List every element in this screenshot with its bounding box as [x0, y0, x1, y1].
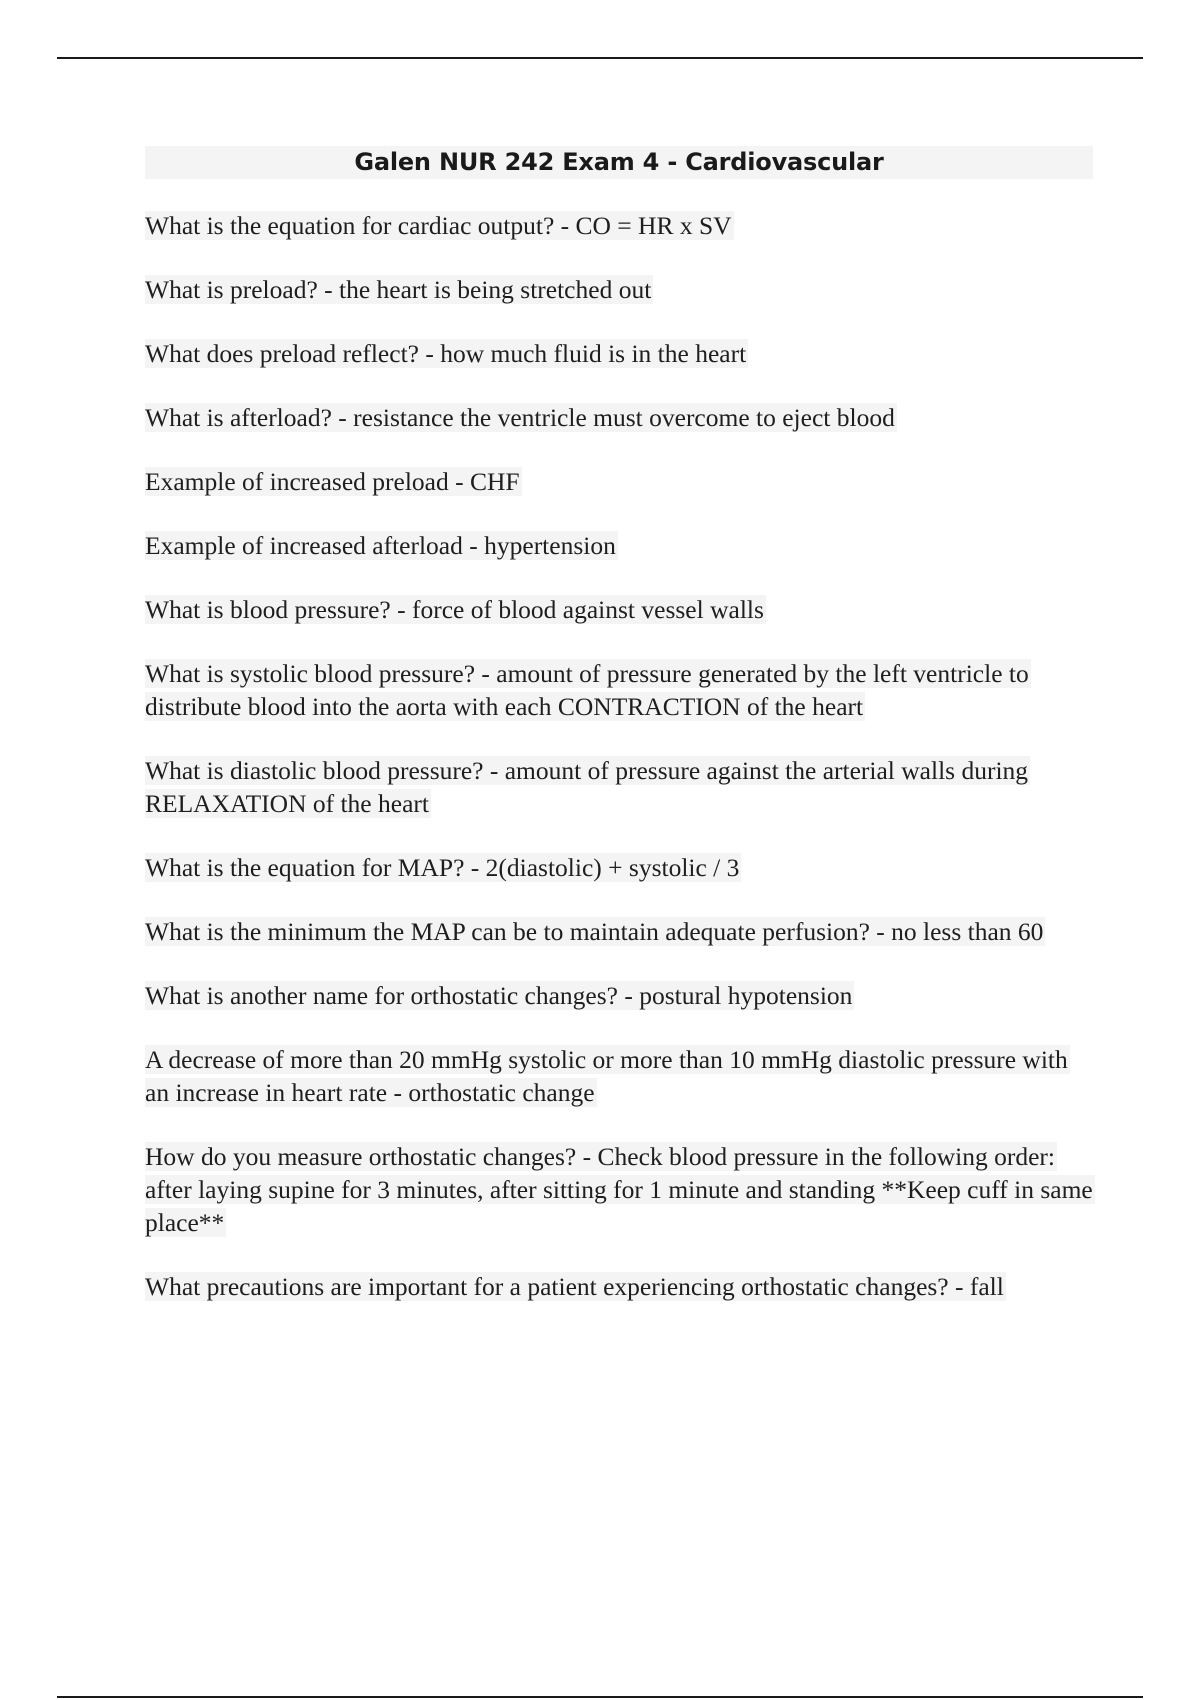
qa-item: [145, 401, 1093, 434]
qa-item: [145, 209, 1093, 242]
qa-text: Example of increased preload - CHF: [145, 467, 520, 496]
qa-text: What is another name for orthostatic changes? - postural hypotension: [145, 981, 853, 1010]
qa-item: [145, 979, 1093, 1012]
top-rule: [57, 57, 1143, 59]
qa-item: [145, 465, 1093, 498]
qa-item: [145, 754, 1093, 820]
qa-item: [145, 337, 1093, 370]
qa-item: [145, 273, 1093, 306]
qa-text: What is preload? - the heart is being stretched out: [145, 275, 652, 304]
qa-text: What is systolic blood pressure? - amount of pressure generated by the left ventricle to distribute blood into the aorta with each CONTRACTION of the heart: [145, 659, 1029, 721]
qa-text: How do you measure orthostatic changes? - Check blood pressure in the following order: after laying supine for 3 minutes, after sitting for 1 minute and standing **Keep cuff in same place**: [145, 1142, 1093, 1237]
qa-text: What is diastolic blood pressure? - amount of pressure against the arterial walls during RELAXATION of the heart: [145, 756, 1029, 818]
document-body: [145, 146, 1093, 1334]
qa-text: What does preload reflect? - how much fluid is in the heart: [145, 339, 747, 368]
qa-text: A decrease of more than 20 mmHg systolic or more than 10 mmHg diastolic pressure with an increase in heart rate - orthostatic change: [145, 1045, 1068, 1107]
bottom-rule: [57, 1696, 1143, 1698]
qa-item: [145, 1043, 1093, 1109]
qa-item: [145, 529, 1093, 562]
qa-item: [145, 1270, 1093, 1303]
qa-item: [145, 657, 1093, 723]
qa-text: What is blood pressure? - force of blood against vessel walls: [145, 595, 764, 624]
qa-text: What is afterload? - resistance the ventricle must overcome to eject blood: [145, 403, 895, 432]
qa-text: What is the minimum the MAP can be to maintain adequate perfusion? - no less than 60: [145, 917, 1044, 946]
qa-item: [145, 593, 1093, 626]
qa-text: What is the equation for cardiac output? - CO = HR x SV: [145, 211, 732, 240]
qa-item: [145, 1140, 1093, 1239]
qa-text: What is the equation for MAP? - 2(diastolic) + systolic / 3: [145, 853, 740, 882]
document-title: Galen NUR 242 Exam 4 - Cardiovascular: [145, 146, 1093, 179]
qa-text: What precautions are important for a patient experiencing orthostatic changes? - fall: [145, 1272, 1004, 1301]
qa-item: [145, 915, 1093, 948]
qa-item: [145, 851, 1093, 884]
qa-text: Example of increased afterload - hypertension: [145, 531, 616, 560]
qa-list: [145, 209, 1093, 1303]
